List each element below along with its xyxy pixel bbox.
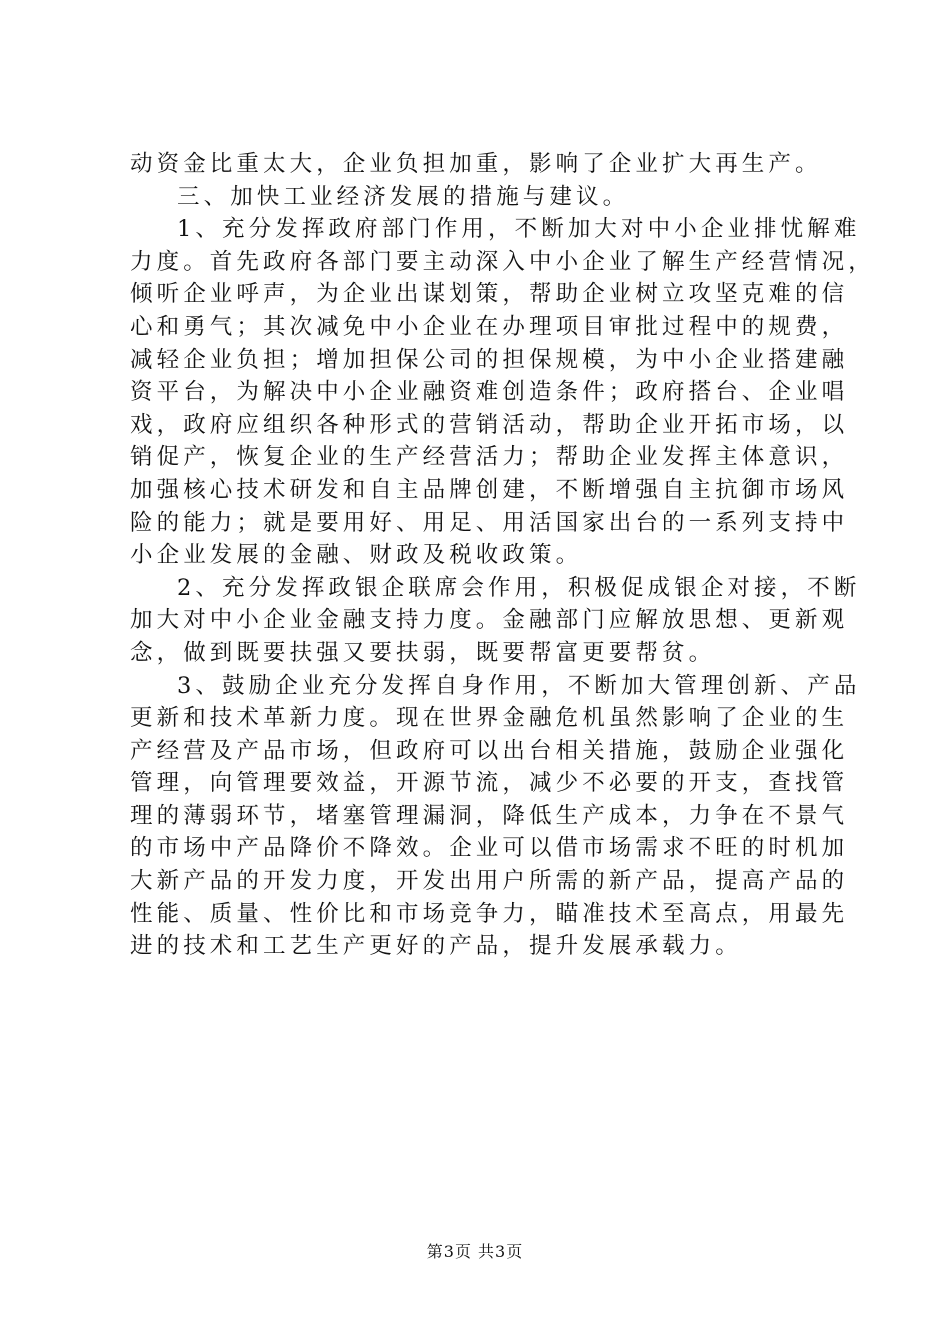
text-line: 加大对中小企业金融支持力度。金融部门应解放思想、更新观 — [130, 607, 849, 634]
text-line: 念，做到既要扶强又要扶弱，既要帮富更要帮贫。 — [130, 639, 716, 666]
text-line: 更新和技术革新力度。现在世界金融危机虽然影响了企业的生 — [130, 705, 849, 732]
text-line: 销促产，恢复企业的生产经营活力；帮助企业发挥主体意识， — [130, 444, 849, 471]
text-line: 减轻企业负担；增加担保公司的担保规模，为中小企业搭建融 — [130, 346, 849, 373]
text-line: 1、充分发挥政府部门作用，不断加大对中小企业排忧解难 — [177, 216, 861, 243]
text-line: 的市场中产品降价不降效。企业可以借市场需求不旺的时机加 — [130, 835, 849, 862]
document-body — [130, 148, 875, 963]
text-line: 产经营及产品市场，但政府可以出台相关措施，鼓励企业强化 — [130, 737, 849, 764]
text-line: 险的能力；就是要用好、用足、用活国家出台的一系列支持中 — [130, 509, 849, 536]
text-line: 心和勇气；其次减免中小企业在办理项目审批过程中的规费， — [130, 313, 849, 340]
text-line: 戏，政府应组织各种形式的营销活动，帮助企业开拓市场，以 — [130, 411, 849, 438]
text-line: 管理，向管理要效益，开源节流，减少不必要的开支，查找管 — [130, 770, 849, 797]
text-line: 理的薄弱环节，堵塞管理漏洞，降低生产成本，力争在不景气 — [130, 802, 849, 829]
text-line: 加强核心技术研发和自主品牌创建，不断增强自主抗御市场风 — [130, 476, 849, 503]
text-line: 进的技术和工艺生产更好的产品，提升发展承载力。 — [130, 933, 742, 960]
text-line: 2、充分发挥政银企联席会作用，积极促成银企对接，不断 — [177, 574, 861, 601]
text-line: 3、鼓励企业充分发挥自身作用，不断加大管理创新、产品 — [177, 672, 861, 699]
page-footer: 第3页 共3页 — [426, 1242, 524, 1261]
text-line: 性能、质量、性价比和市场竞争力，瞄准技术至高点，用最先 — [130, 900, 849, 927]
text-line: 力度。首先政府各部门要主动深入中小企业了解生产经营情况， — [130, 248, 875, 275]
text-line: 三、加快工业经济发展的措施与建议。 — [177, 183, 630, 210]
text-line: 资平台，为解决中小企业融资难创造条件；政府搭台、企业唱 — [130, 379, 849, 406]
text-line: 动资金比重太大，企业负担加重，影响了企业扩大再生产。 — [130, 151, 822, 177]
text-line: 小企业发展的金融、财政及税收政策。 — [130, 542, 583, 569]
text-line: 大新产品的开发力度，开发出用户所需的新产品，提高产品的 — [130, 868, 849, 895]
text-line: 倾听企业呼声，为企业出谋划策，帮助企业树立攻坚克难的信 — [130, 281, 849, 308]
